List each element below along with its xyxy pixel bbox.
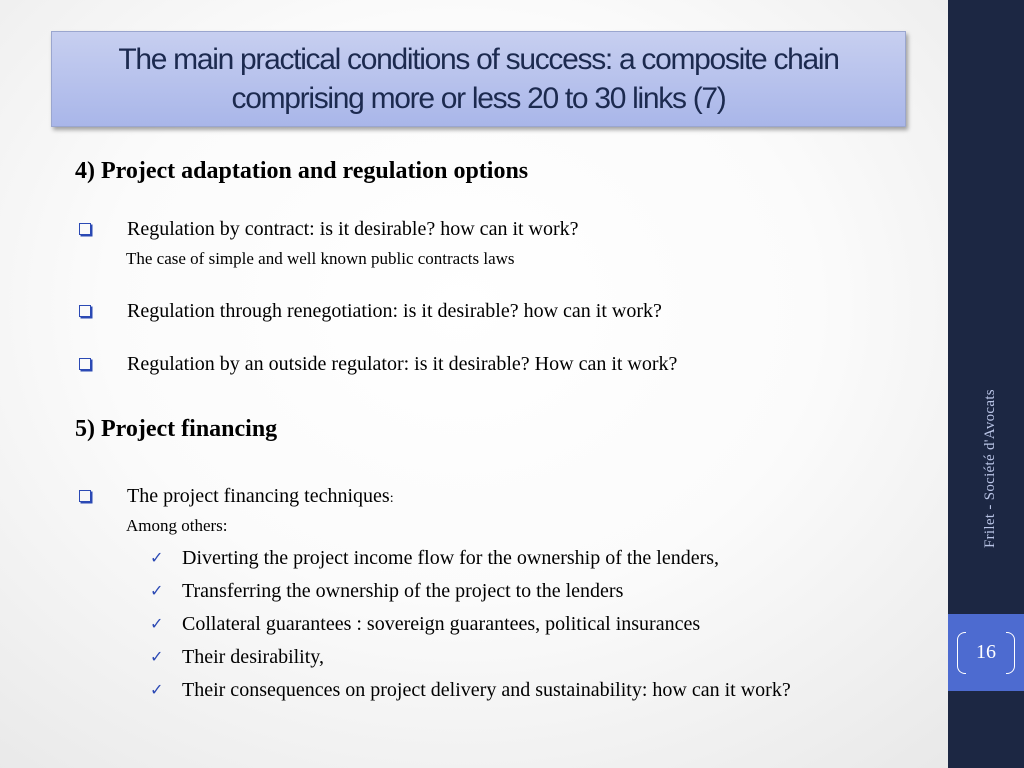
square-bullet-icon [79, 490, 91, 502]
bullet-text: Regulation by contract: is it desirable? how can it work? [127, 218, 579, 240]
checkmark-icon: ✓ [150, 581, 164, 600]
square-bullet-icon [79, 305, 91, 317]
bullet-label: The project financing techniques [127, 485, 390, 507]
checkmark-icon: ✓ [150, 614, 164, 633]
checkmark-icon: ✓ [150, 647, 164, 666]
title-box [51, 31, 906, 127]
square-bullet-icon [79, 223, 91, 235]
checkmark-icon: ✓ [150, 548, 164, 567]
section-4-heading: 4) Project adaptation and regulation options [75, 158, 529, 184]
check-text: Diverting the project income flow for the ownership of the lenders, [182, 547, 720, 569]
check-text: Their consequences on project delivery and sustainability: how can it work? [182, 679, 791, 701]
footer-text: Frilet - Société d'Avocats [982, 389, 998, 548]
section-5-heading: 5) Project financing [75, 416, 278, 442]
bullet-text: Regulation through renegotiation: is it desirable? how can it work? [127, 300, 662, 322]
checkmark-icon: ✓ [150, 680, 164, 699]
check-text: Transferring the ownership of the project to the lenders [182, 580, 624, 602]
bullet-colon: : [389, 491, 394, 506]
bullet-text: Regulation by an outside regulator: is it desirable? How can it work? [127, 353, 678, 375]
page-number: 16 [976, 641, 996, 663]
square-bullet-icon [79, 358, 91, 370]
check-text: Their desirability, [182, 646, 324, 668]
bullet-text [127, 485, 394, 508]
check-text: Collateral guarantees : sovereign guarantees, political insurances [182, 613, 701, 635]
slide-title: The main practical conditions of success: a composite chain comprising more or less 20 to 30 links (7) [118, 43, 839, 115]
page-number-box [948, 614, 1024, 691]
bullet-note: Among others: [126, 516, 228, 535]
bullet-note: The case of simple and well known public contracts laws [126, 249, 515, 268]
